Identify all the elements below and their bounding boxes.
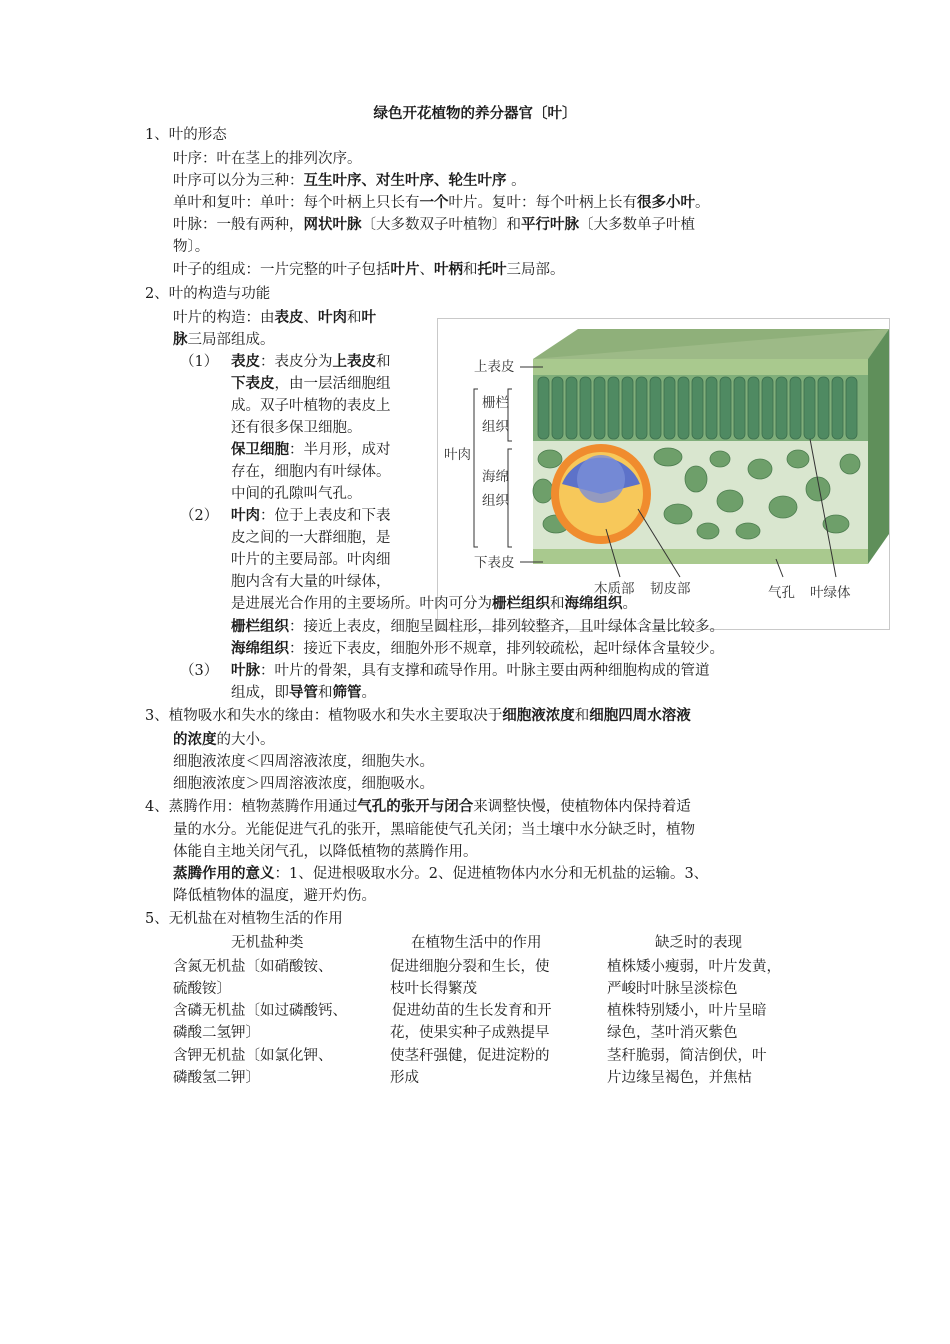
section-3-heading: 3、植物吸水和失水的缘由：植物吸水和失水主要取决于细胞液浓度和细胞四周水溶液 [145, 708, 691, 724]
table-cell: 使茎秆强健，促进淀粉的 [390, 1048, 550, 1064]
transpiration-line-5: 降低植物体的温度，避开灼伤。 [173, 888, 376, 904]
transpiration-line-2: 量的水分。光能促进气孔的张开，黑暗能使气孔关闭；当土壤中水分缺乏时，植物 [173, 822, 695, 838]
leaf-cross-section-figure [437, 318, 890, 630]
mesophyll-line-1: 叶肉：位于上表皮和下表 [231, 508, 391, 524]
label-palisade: 栅栏 [482, 395, 509, 411]
label-xylem: 木质部 [594, 581, 635, 597]
label-mesophyll: 叶肉 [444, 447, 471, 463]
mesophyll-line-5: 是进展光合作用的主要场所。叶肉可分为栅栏组织和海绵组织。 [231, 596, 637, 612]
mesophyll-line-2: 皮之间的一大群细胞，是 [231, 530, 391, 546]
table-header-salt: 无机盐种类 [231, 935, 304, 951]
table-cell: 茎秆脆弱，简洁倒伏，叶 [607, 1048, 767, 1064]
transpiration-significance: 蒸腾作用的意义：1、促进根吸取水分。2、促进植物体内水分和无机盐的运输。3、 [173, 866, 709, 882]
label-palisade-2: 组织 [482, 419, 509, 435]
transpiration-line-3: 体能自主地关闭气孔，以降低植物的蒸腾作用。 [173, 844, 478, 860]
vein-line-2: 组成，即导管和筛管。 [231, 685, 376, 701]
table-cell: 枝叶长得繁茂 [390, 981, 477, 997]
epidermis-line-2: 下表皮，由一层活细胞组 [231, 376, 391, 392]
section-5-heading: 5、无机盐在对植物生活的作用 [145, 911, 343, 927]
blade-structure-cont: 脉三局部组成。 [173, 332, 275, 348]
phyllotaxy-def: 叶序：叶在茎上的排列次序。 [173, 151, 362, 167]
section-1-heading: 1、叶的形态 [145, 127, 227, 143]
epidermis-line-1: 表皮：表皮分为上表皮和 [231, 354, 391, 370]
section-3-heading-cont: 的浓度的大小。 [173, 732, 275, 748]
label-phloem: 韧皮部 [650, 581, 691, 597]
water-loss: 细胞液浓度＜四周溶液浓度，细胞失水。 [173, 754, 434, 770]
epidermis-line-3: 成。双子叶植物的表皮上 [231, 398, 391, 414]
label-upper-epidermis: 上表皮 [474, 359, 515, 375]
item-number-2: （2） [180, 508, 219, 524]
table-cell: 片边缘呈褐色，并焦枯 [607, 1070, 752, 1086]
table-cell: 含钾无机盐〔如氯化钾、 [173, 1048, 333, 1064]
table-cell: 植株特别矮小，叶片呈暗 [607, 1003, 767, 1019]
label-chloroplast: 叶绿体 [810, 585, 851, 601]
table-cell: 植株矮小瘦弱，叶片发黄， [607, 959, 781, 975]
venation-cont: 物〕。 [173, 239, 210, 255]
item-number-3: （3） [180, 663, 219, 679]
table-cell: 花，使果实种子成熟提早 [390, 1025, 550, 1041]
table-header-deficiency: 缺乏时的表现 [655, 935, 742, 951]
guard-cell-line-3: 中间的孔隙叫气孔。 [231, 486, 362, 502]
page-title: 绿色开花植物的养分器官〔叶〕 [373, 106, 577, 122]
guard-cell-line-1: 保卫细胞：半月形，成对 [231, 442, 391, 458]
table-cell: 磷酸氢二钾〕 [173, 1070, 260, 1086]
blade-structure: 叶片的构造：由表皮、叶肉和叶 [173, 310, 376, 326]
section-2-heading: 2、叶的构造与功能 [145, 286, 271, 302]
phyllotaxy-types: 叶序可以分为三种：互生叶序、对生叶序、轮生叶序 。 [173, 173, 526, 189]
guard-cell-line-2: 存在，细胞内有叶绿体。 [231, 464, 391, 480]
table-cell: 促进幼苗的生长发育和开 [392, 1003, 552, 1019]
palisade-desc: 栅栏组织：接近上表皮，细胞呈圆柱形，排列较整齐，且叶绿体含量比较多。 [231, 619, 724, 635]
table-cell: 严峻时叶脉呈淡棕色 [607, 981, 738, 997]
spongy-desc: 海绵组织：接近下表皮，细胞外形不规章，排列较疏松，起叶绿体含量较少。 [231, 641, 724, 657]
table-cell: 促进细胞分裂和生长，使 [390, 959, 550, 975]
vein-line-1: 叶脉：叶片的骨架，具有支撑和疏导作用。叶脉主要由两种细胞构成的管道 [231, 663, 710, 679]
table-header-role: 在植物生活中的作用 [411, 935, 542, 951]
table-cell: 绿色，茎叶消灭紫色 [607, 1025, 738, 1041]
table-cell: 含磷无机盐〔如过磷酸钙、 [173, 1003, 347, 1019]
table-cell: 硫酸铵〕 [173, 981, 231, 997]
epidermis-line-4: 还有很多保卫细胞。 [231, 420, 362, 436]
section-4-heading: 4、蒸腾作用：植物蒸腾作用通过气孔的张开与闭合来调整快慢，使植物体内保持着适 [145, 799, 691, 815]
table-cell: 形成 [390, 1070, 419, 1086]
leaf-composition: 叶子的组成：一片完整的叶子包括叶片、叶柄和托叶三局部。 [173, 262, 565, 278]
table-cell: 磷酸二氢钾〕 [173, 1025, 260, 1041]
label-spongy-2: 组织 [482, 493, 509, 509]
label-stoma: 气孔 [768, 585, 795, 601]
mesophyll-line-3: 叶片的主要局部。叶肉细 [231, 552, 391, 568]
water-absorb: 细胞液浓度＞四周溶液浓度，细胞吸水。 [173, 776, 434, 792]
label-lower-epidermis: 下表皮 [474, 555, 515, 571]
item-number-1: （1） [180, 354, 219, 370]
label-spongy: 海绵 [482, 469, 509, 485]
table-cell: 含氮无机盐〔如硝酸铵、 [173, 959, 333, 975]
simple-compound-leaf: 单叶和复叶：单叶：每个叶柄上只长有一个叶片。复叶：每个叶柄上长有很多小叶。 [173, 195, 710, 211]
venation: 叶脉：一般有两种，网状叶脉〔大多数双子叶植物〕和平行叶脉〔大多数单子叶植 [173, 217, 695, 233]
mesophyll-line-4: 胞内含有大量的叶绿体， [231, 574, 391, 590]
